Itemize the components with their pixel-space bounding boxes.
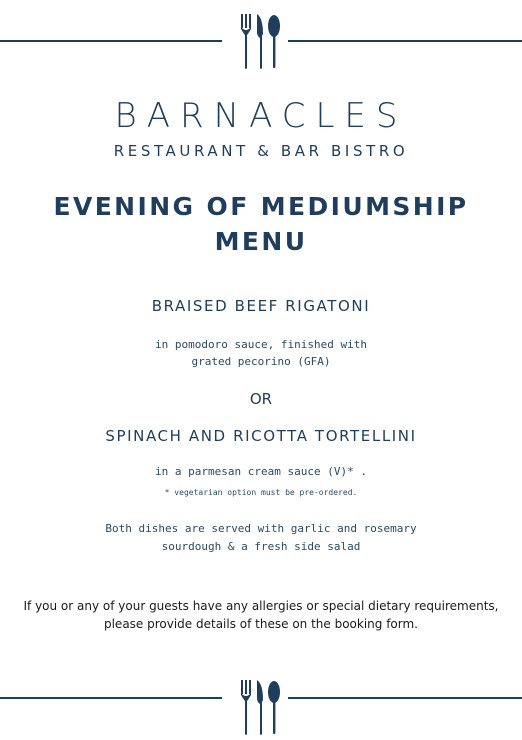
allergy-notice-line2: please provide details of these on the booking form. xyxy=(103,617,418,631)
bottom-rule-right xyxy=(288,697,522,699)
menu-title: EVENING OF MEDIUMSHIP xyxy=(53,192,469,221)
top-rule-right xyxy=(288,40,522,42)
vegetarian-note: * vegetarian option must be pre-ordered. xyxy=(164,488,358,497)
sides-line2: sourdough & a fresh side salad xyxy=(161,540,361,553)
dish-2-name: SPINACH AND RICOTTA TORTELLINI xyxy=(105,427,417,445)
dish-1-description-line2: grated pecorino (GFA) xyxy=(191,355,331,368)
dish-1-name: BRAISED BEEF RIGATONI xyxy=(151,297,371,315)
dish-1-description-line1: in pomodoro sauce, finished with xyxy=(155,338,367,351)
top-rule-left xyxy=(0,40,222,42)
brand-tagline: RESTAURANT & BAR BISTRO xyxy=(113,142,409,160)
or-separator: OR xyxy=(249,390,273,408)
allergy-notice-line1: If you or any of your guests have any allergies or special dietary requirements, xyxy=(23,599,499,613)
dish-2-description: in a parmesan cream sauce (V)* . xyxy=(155,465,367,478)
bottom-rule-left xyxy=(0,697,222,699)
menu-title-line2: MENU xyxy=(214,227,308,256)
sides-line1: Both dishes are served with garlic and rosemary xyxy=(105,522,417,535)
cutlery-icon xyxy=(236,678,286,738)
cutlery-icon xyxy=(236,12,286,72)
brand-name: BARNACLES xyxy=(114,96,408,136)
